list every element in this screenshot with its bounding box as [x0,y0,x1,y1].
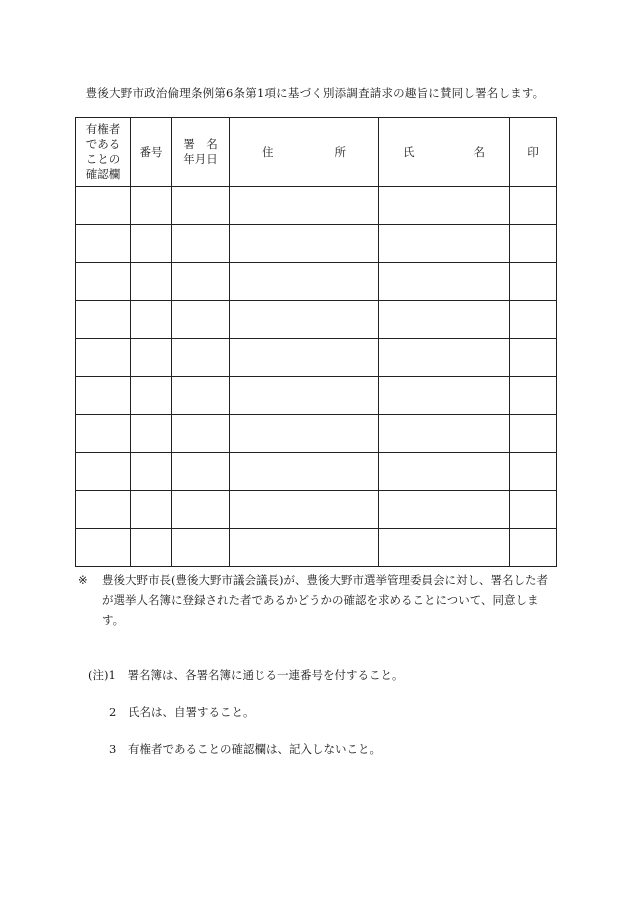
note-item [88,741,403,761]
cell-seal[interactable] [510,453,557,491]
table-row [76,377,557,415]
table-row [76,415,557,453]
header-address-char: 所 [334,144,346,159]
cell-address[interactable] [230,187,379,225]
cell-voter-confirmation[interactable] [76,339,131,377]
header-number: 番号 [131,118,172,187]
table-row [76,491,557,529]
cell-signature-date[interactable] [172,377,230,415]
table-row [76,187,557,225]
cell-number[interactable] [131,453,172,491]
cell-seal[interactable] [510,339,557,377]
header-voter-confirmation [76,118,131,187]
note-number: (注)1 [88,668,116,682]
cell-voter-confirmation[interactable] [76,301,131,339]
cell-address[interactable] [230,377,379,415]
cell-number[interactable] [131,377,172,415]
note-number: 3 [109,742,117,756]
header-date-line: 署 名 [183,137,218,151]
cell-address[interactable] [230,301,379,339]
cell-address[interactable] [230,529,379,567]
table-row [76,453,557,491]
consent-text: 豊後大野市長(豊後大野市議会議長)が、豊後大野市選挙管理委員会に対し、署名した者が選挙人名簿に登録された者であるかどうかの確認を求めることについて、同意します。 [102,573,548,627]
table-body [76,187,557,567]
cell-name[interactable] [379,529,510,567]
notes-section [88,667,403,761]
cell-seal[interactable] [510,415,557,453]
cell-address[interactable] [230,225,379,263]
cell-name[interactable] [379,187,510,225]
table-row [76,263,557,301]
cell-signature-date[interactable] [172,301,230,339]
cell-number[interactable] [131,529,172,567]
consent-statement [78,570,558,630]
note-item [88,704,403,724]
cell-seal[interactable] [510,263,557,301]
table-row [76,225,557,263]
header-confirm-line: 有権者 [85,122,121,136]
header-name [379,118,510,187]
table-row [76,301,557,339]
cell-signature-date[interactable] [172,263,230,301]
cell-name[interactable] [379,225,510,263]
cell-voter-confirmation[interactable] [76,415,131,453]
cell-seal[interactable] [510,491,557,529]
signature-table [75,117,557,567]
cell-number[interactable] [131,301,172,339]
cell-number[interactable] [131,187,172,225]
header-seal: 印 [510,118,557,187]
cell-number[interactable] [131,339,172,377]
cell-seal[interactable] [510,377,557,415]
cell-number[interactable] [131,491,172,529]
cell-seal[interactable] [510,529,557,567]
note-text: 氏名は、自署すること。 [127,705,255,719]
header-name-char: 名 [473,144,485,159]
header-confirm-line: ことの [85,152,121,166]
header-address [230,118,379,187]
page-title: 豊後大野市政治倫理条例第6条第1項に基づく別添調査請求の趣旨に賛同し署名します。 [85,86,545,100]
cell-name[interactable] [379,491,510,529]
table-row [76,339,557,377]
cell-name[interactable] [379,453,510,491]
cell-voter-confirmation[interactable] [76,529,131,567]
cell-voter-confirmation[interactable] [76,263,131,301]
cell-seal[interactable] [510,187,557,225]
note-number: 2 [109,705,117,719]
reference-mark: ※ [78,573,88,587]
cell-voter-confirmation[interactable] [76,491,131,529]
cell-name[interactable] [379,263,510,301]
cell-name[interactable] [379,301,510,339]
cell-seal[interactable] [510,301,557,339]
cell-name[interactable] [379,339,510,377]
cell-voter-confirmation[interactable] [76,187,131,225]
header-confirm-line: である [85,137,121,151]
cell-signature-date[interactable] [172,491,230,529]
note-item [88,667,403,687]
cell-address[interactable] [230,491,379,529]
header-address-char: 住 [262,144,274,159]
cell-number[interactable] [131,415,172,453]
header-date-line: 年月日 [183,152,218,166]
cell-signature-date[interactable] [172,225,230,263]
cell-number[interactable] [131,225,172,263]
cell-voter-confirmation[interactable] [76,453,131,491]
cell-signature-date[interactable] [172,529,230,567]
cell-signature-date[interactable] [172,339,230,377]
header-confirm-line: 確認欄 [85,167,121,181]
cell-address[interactable] [230,263,379,301]
cell-signature-date[interactable] [172,453,230,491]
cell-number[interactable] [131,263,172,301]
header-signature-date [172,118,230,187]
cell-signature-date[interactable] [172,187,230,225]
table-row [76,529,557,567]
cell-voter-confirmation[interactable] [76,225,131,263]
cell-name[interactable] [379,415,510,453]
cell-address[interactable] [230,339,379,377]
cell-address[interactable] [230,415,379,453]
header-name-char: 氏 [403,144,415,159]
cell-signature-date[interactable] [172,415,230,453]
table-header-row [76,118,557,187]
cell-seal[interactable] [510,225,557,263]
cell-name[interactable] [379,377,510,415]
note-text: 有権者であることの確認欄は、記入しないこと。 [127,742,381,756]
cell-address[interactable] [230,453,379,491]
cell-voter-confirmation[interactable] [76,377,131,415]
note-text: 署名簿は、各署名簿に通じる一連番号を付すること。 [127,668,404,682]
